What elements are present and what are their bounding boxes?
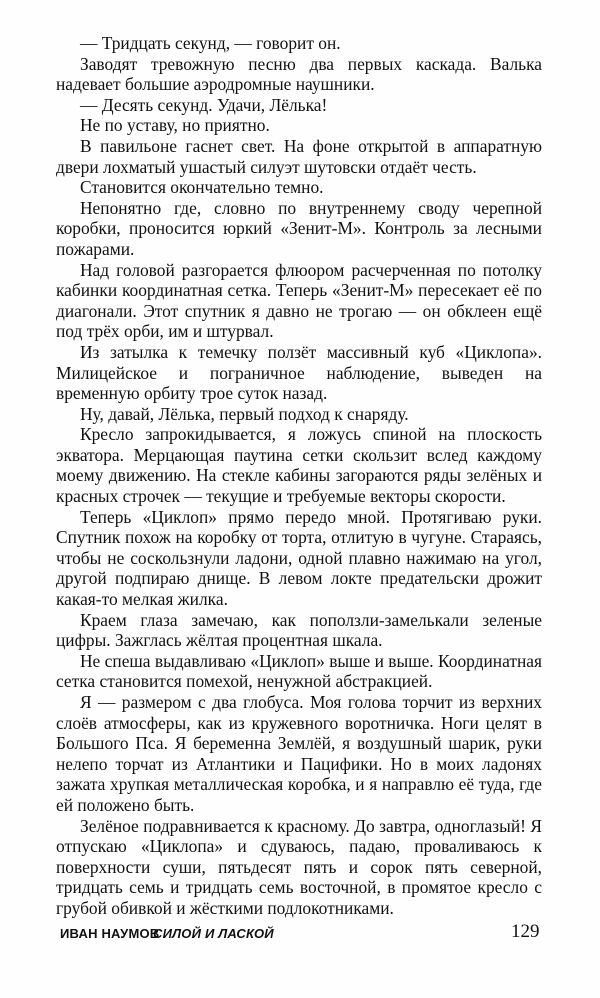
paragraph: В павильоне гаснет свет. На фоне открытой в аппаратную двери лохматый ушастый силуэт шутовски отдаёт честь. [56,135,542,177]
paragraph: Непонятно где, словно по внутреннему своду черепной коробки, проносится юркий «Зенит-М». Контроль за лесными пожарами. [56,197,542,259]
paragraph: Становится окончательно темно. [80,177,324,198]
page-number: 129 [511,921,540,942]
paragraph: Ну, давай, Лёлька, первый подход к снаряду. [80,403,409,424]
paragraph: Краем глаза замечаю, как поползли-замелькали зеленые цифры. Зажглась жёлтая процентная шкала. [56,609,542,651]
paragraph: Кресло запрокидывается, я ложусь спиной на плоскость экватора. Мерцающая паутина сетки скользит вслед каждому моему движению. На стекле кабины загораются ряды зелёных и красных строчек — текущие и требуемые векторы скорости. [56,424,542,507]
paragraph: Зелёное подравнивается к красному. До завтра, одноглазый! Я отпускаю «Циклопа» и сдуваюсь, падаю, проваливаюсь к поверхности суши, пятьдесят пять и сорок пять северной, тридцать семь и тридцать семь восточной, в промятое кресло с грубой обивкой и жёсткими подлокотниками. [56,815,542,918]
paragraph: — Тридцать секунд, — говорит он. [80,33,341,53]
running-footer-title: СИЛОЙ И ЛАСКОЙ [153,926,274,941]
paragraph: Заводят тревожную песню два первых каскада. Валька надевает большие аэродромные наушники. [56,53,542,95]
paragraph: — Десять секунд. Удачи, Лёлька! [80,94,328,115]
running-footer-author: ИВАН НАУМОВ [60,926,160,941]
body-text [56,33,542,919]
paragraph: Теперь «Циклоп» прямо передо мной. Протягиваю руки. Спутник похож на коробку от торта, отлитую в чугуне. Стараясь, чтобы не соскользнули ладони, одной плавно нажимаю на угол, другой подпираю днище. В левом локте предательски дрожит какая-то мелкая жилка. [56,506,542,610]
paragraph: Не по уставу, но приятно. [80,115,270,136]
paragraph: Над головой разгорается флюором расчерченная по потолку кабинки координатная сетка. Теперь «Зенит-М» пересекает её по диагонали. Этот спутник я давно не трогаю — он обклеен ещё под трёх орби, им и штурвал. [56,259,542,342]
paragraph: Не спеша выдавливаю «Циклоп» выше и выше. Координатная сетка становится помехой, ненужной абстракцией. [56,650,542,692]
paragraph: Из затылка к темечку ползёт массивный куб «Циклопа». Милицейское и пограничное наблюдение, выведен на временную орбиту трое суток назад. [56,341,542,404]
paragraph: Я — размером с два глобуса. Моя голова торчит из верхних слоёв атмосферы, как из кружевного воротничка. Ноги целят в Большого Пса. Я беременна Землёй, я воздушный шарик, руки нелепо торчат из Атлантики и Пацифики. Но в моих ладонях зажата хрупкая металлическая коробка, и я направлю её туда, где ей положено быть. [56,692,542,815]
